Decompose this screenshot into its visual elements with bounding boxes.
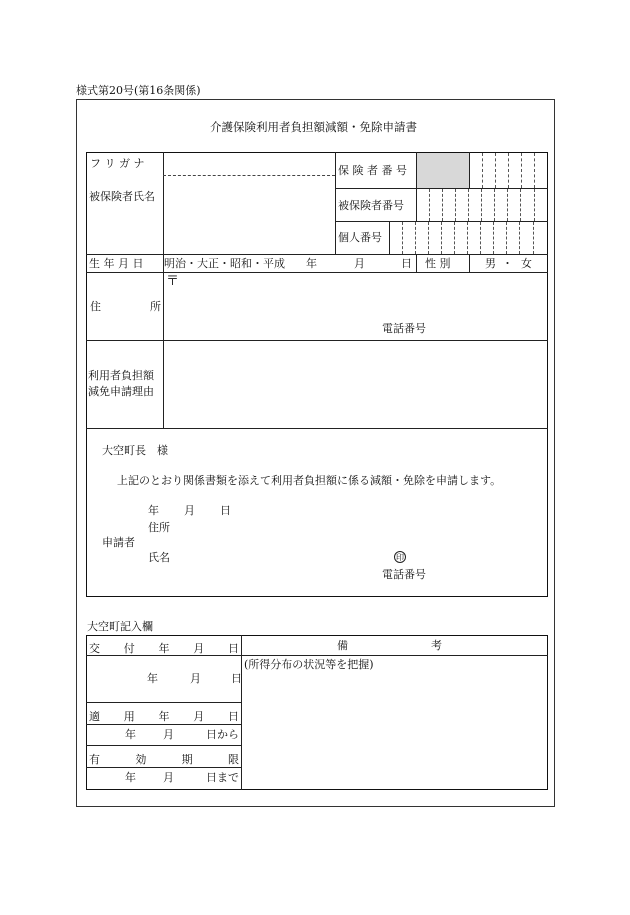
- office-row-divider: [86, 724, 242, 725]
- valid-label-char: 有: [89, 753, 100, 766]
- office-row-divider: [86, 702, 242, 703]
- digit-divider: [416, 188, 417, 221]
- seal-text: 印: [396, 552, 404, 562]
- apply-label-char: 用: [123, 710, 135, 723]
- issue-label-char: 交: [89, 642, 100, 655]
- apply-month-unit: 月: [163, 728, 174, 741]
- insurer-shaded-cell: [417, 153, 469, 188]
- apply-label-char: 年: [158, 710, 170, 723]
- issue-date-label: [89, 640, 239, 656]
- apply-date-label: [89, 708, 239, 724]
- digit-divider: [402, 222, 403, 254]
- insured-number-label: 被保険者番号: [338, 199, 404, 212]
- digit-divider: [534, 153, 535, 188]
- digit-divider: [519, 222, 520, 254]
- era-options: 明治・大正・昭和・平成: [164, 257, 285, 270]
- apply-label-char: 月: [193, 710, 205, 723]
- issue-label-char: 日: [228, 642, 239, 655]
- digit-divider: [534, 189, 535, 221]
- valid-until-label: [89, 751, 239, 767]
- declaration-statement: 上記のとおり関係書類を添えて利用者負担額に係る減額・免除を申請します。: [117, 474, 502, 487]
- declaration-phone-label: 電話番号: [382, 568, 426, 581]
- sex-female: 女: [521, 257, 532, 270]
- insured-name-label: 被保険者氏名: [89, 190, 155, 203]
- date-month-unit: 月: [184, 504, 195, 517]
- sex-label: 性 別: [425, 257, 451, 270]
- valid-label-char: 効: [135, 753, 147, 766]
- apply-day-unit: 日から: [206, 728, 239, 741]
- birth-day-unit: 日: [401, 257, 412, 270]
- digit-divider: [506, 222, 507, 254]
- apply-label-char: 適: [89, 710, 100, 723]
- remarks-label-1: 備: [337, 639, 348, 652]
- address-label-1: 住: [90, 300, 101, 313]
- form-number: 様式第20号(第16条関係): [76, 84, 201, 97]
- reason-label-2: 減免申請理由: [88, 385, 154, 398]
- digit-divider: [507, 189, 508, 221]
- office-heading: 大空町記入欄: [87, 620, 153, 633]
- applicant-name-label: 氏名: [148, 551, 170, 564]
- digit-divider: [482, 153, 483, 188]
- birth-year-unit: 年: [306, 257, 317, 270]
- col-divider: [335, 152, 336, 254]
- remarks-label-2: 考: [431, 639, 442, 652]
- digit-divider: [428, 222, 429, 254]
- sex-separator: ・: [502, 257, 513, 270]
- row-divider: [86, 272, 548, 273]
- sex-male: 男: [485, 257, 496, 270]
- digit-divider: [455, 189, 456, 221]
- birth-month-unit: 月: [354, 257, 365, 270]
- remarks-note: (所得分布の状況等を把握): [244, 658, 374, 671]
- postal-mark: 〒: [166, 274, 180, 289]
- row-divider: [86, 340, 548, 341]
- valid-label-char: 期: [181, 753, 193, 766]
- issue-label-char: 月: [193, 642, 205, 655]
- digit-divider: [442, 189, 443, 221]
- issue-day-unit: 日: [231, 672, 242, 685]
- valid-year-unit: 年: [125, 771, 136, 784]
- valid-label-char: 限: [227, 753, 239, 766]
- digit-divider: [441, 222, 442, 254]
- phone-label: 電話番号: [382, 322, 426, 335]
- date-day-unit: 日: [220, 504, 231, 517]
- digit-divider: [495, 153, 496, 188]
- apply-label-char: 日: [228, 710, 239, 723]
- digit-divider: [429, 189, 430, 221]
- birthdate-label: 生 年 月 日: [89, 257, 144, 270]
- row-divider: [86, 254, 548, 255]
- digit-divider: [415, 222, 416, 254]
- applicant-label: 申請者: [102, 536, 135, 549]
- valid-day-unit: 日まで: [206, 771, 239, 784]
- row-divider: [86, 428, 548, 429]
- apply-year-unit: 年: [125, 728, 136, 741]
- addressee: 大空町長 様: [102, 444, 168, 457]
- digit-divider: [493, 222, 494, 254]
- furigana-separator: [163, 175, 335, 176]
- form-title: 介護保険利用者負担額減額・免除申請書: [210, 120, 417, 134]
- digit-divider: [469, 152, 470, 188]
- digit-divider: [480, 222, 481, 254]
- furigana-label: フ リ ガ ナ: [90, 157, 145, 170]
- issue-month-unit: 月: [190, 672, 201, 685]
- digit-divider: [494, 189, 495, 221]
- digit-divider: [481, 189, 482, 221]
- office-row-divider: [86, 745, 242, 746]
- digit-divider: [520, 189, 521, 221]
- digit-divider: [389, 221, 390, 254]
- digit-divider: [508, 153, 509, 188]
- digit-divider: [467, 222, 468, 254]
- valid-month-unit: 月: [163, 771, 174, 784]
- digit-divider: [468, 189, 469, 221]
- applicant-address-label: 住所: [148, 521, 170, 534]
- col-divider: [469, 254, 470, 272]
- col-divider: [416, 254, 417, 272]
- digit-divider: [454, 222, 455, 254]
- digit-divider: [521, 153, 522, 188]
- digit-divider: [533, 222, 534, 254]
- issue-year-unit: 年: [147, 672, 158, 685]
- date-year-unit: 年: [148, 504, 159, 517]
- address-label-2: 所: [150, 300, 161, 313]
- office-row-divider: [86, 767, 242, 768]
- reason-label-1: 利用者負担額: [88, 369, 154, 382]
- insurer-number-label: 保 険 者 番 号: [338, 164, 407, 177]
- issue-label-char: 付: [123, 642, 135, 655]
- seal-mark: [394, 551, 406, 563]
- personal-number-label: 個人番号: [338, 231, 382, 244]
- issue-label-char: 年: [158, 642, 170, 655]
- col-divider: [163, 152, 164, 428]
